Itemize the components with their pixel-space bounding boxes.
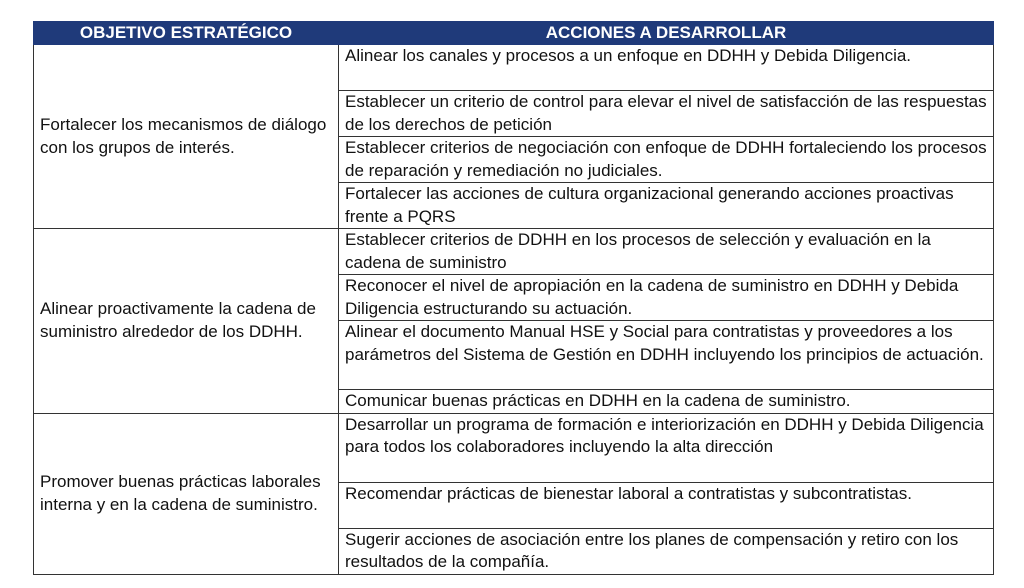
action-cell: Comunicar buenas prácticas en DDHH en la cadena de suministro. — [339, 390, 994, 414]
action-cell: Alinear los canales y procesos a un enfoque en DDHH y Debida Diligencia. — [339, 45, 994, 91]
header-actions: ACCIONES A DESARROLLAR — [339, 22, 994, 45]
strategy-table-container — [33, 21, 994, 575]
table-header-row — [34, 22, 994, 45]
table-row — [34, 229, 994, 275]
action-cell: Desarrollar un programa de formación e interiorización en DDHH y Debida Diligencia para todos los colaboradores incluyendo la alta dirección — [339, 413, 994, 482]
table-row — [34, 45, 994, 91]
objective-cell: Alinear proactivamente la cadena de suministro alrededor de los DDHH. — [34, 229, 339, 414]
action-cell: Fortalecer las acciones de cultura organizacional generando acciones proactivas frente a PQRS — [339, 183, 994, 229]
table-row — [34, 413, 994, 482]
action-cell: Establecer un criterio de control para elevar el nivel de satisfacción de las respuestas de los derechos de petición — [339, 91, 994, 137]
objective-cell: Fortalecer los mecanismos de diálogo con los grupos de interés. — [34, 45, 339, 229]
action-cell: Alinear el documento Manual HSE y Social para contratistas y proveedores a los parámetros del Sistema de Gestión en DDHH incluyendo los principios de actuación. — [339, 321, 994, 390]
action-cell: Recomendar prácticas de bienestar laboral a contratistas y subcontratistas. — [339, 482, 994, 528]
header-objective: OBJETIVO ESTRATÉGICO — [34, 22, 339, 45]
action-cell: Establecer criterios de negociación con enfoque de DDHH fortaleciendo los procesos de reparación y remediación no judiciales. — [339, 137, 994, 183]
action-cell: Reconocer el nivel de apropiación en la cadena de suministro en DDHH y Debida Diligencia estructurando su actuación. — [339, 275, 994, 321]
strategy-table — [33, 21, 994, 575]
action-cell: Establecer criterios de DDHH en los procesos de selección y evaluación en la cadena de suministro — [339, 229, 994, 275]
objective-cell: Promover buenas prácticas laborales interna y en la cadena de suministro. — [34, 413, 339, 574]
action-cell: Sugerir acciones de asociación entre los planes de compensación y retiro con los resultados de la compañía. — [339, 528, 994, 574]
